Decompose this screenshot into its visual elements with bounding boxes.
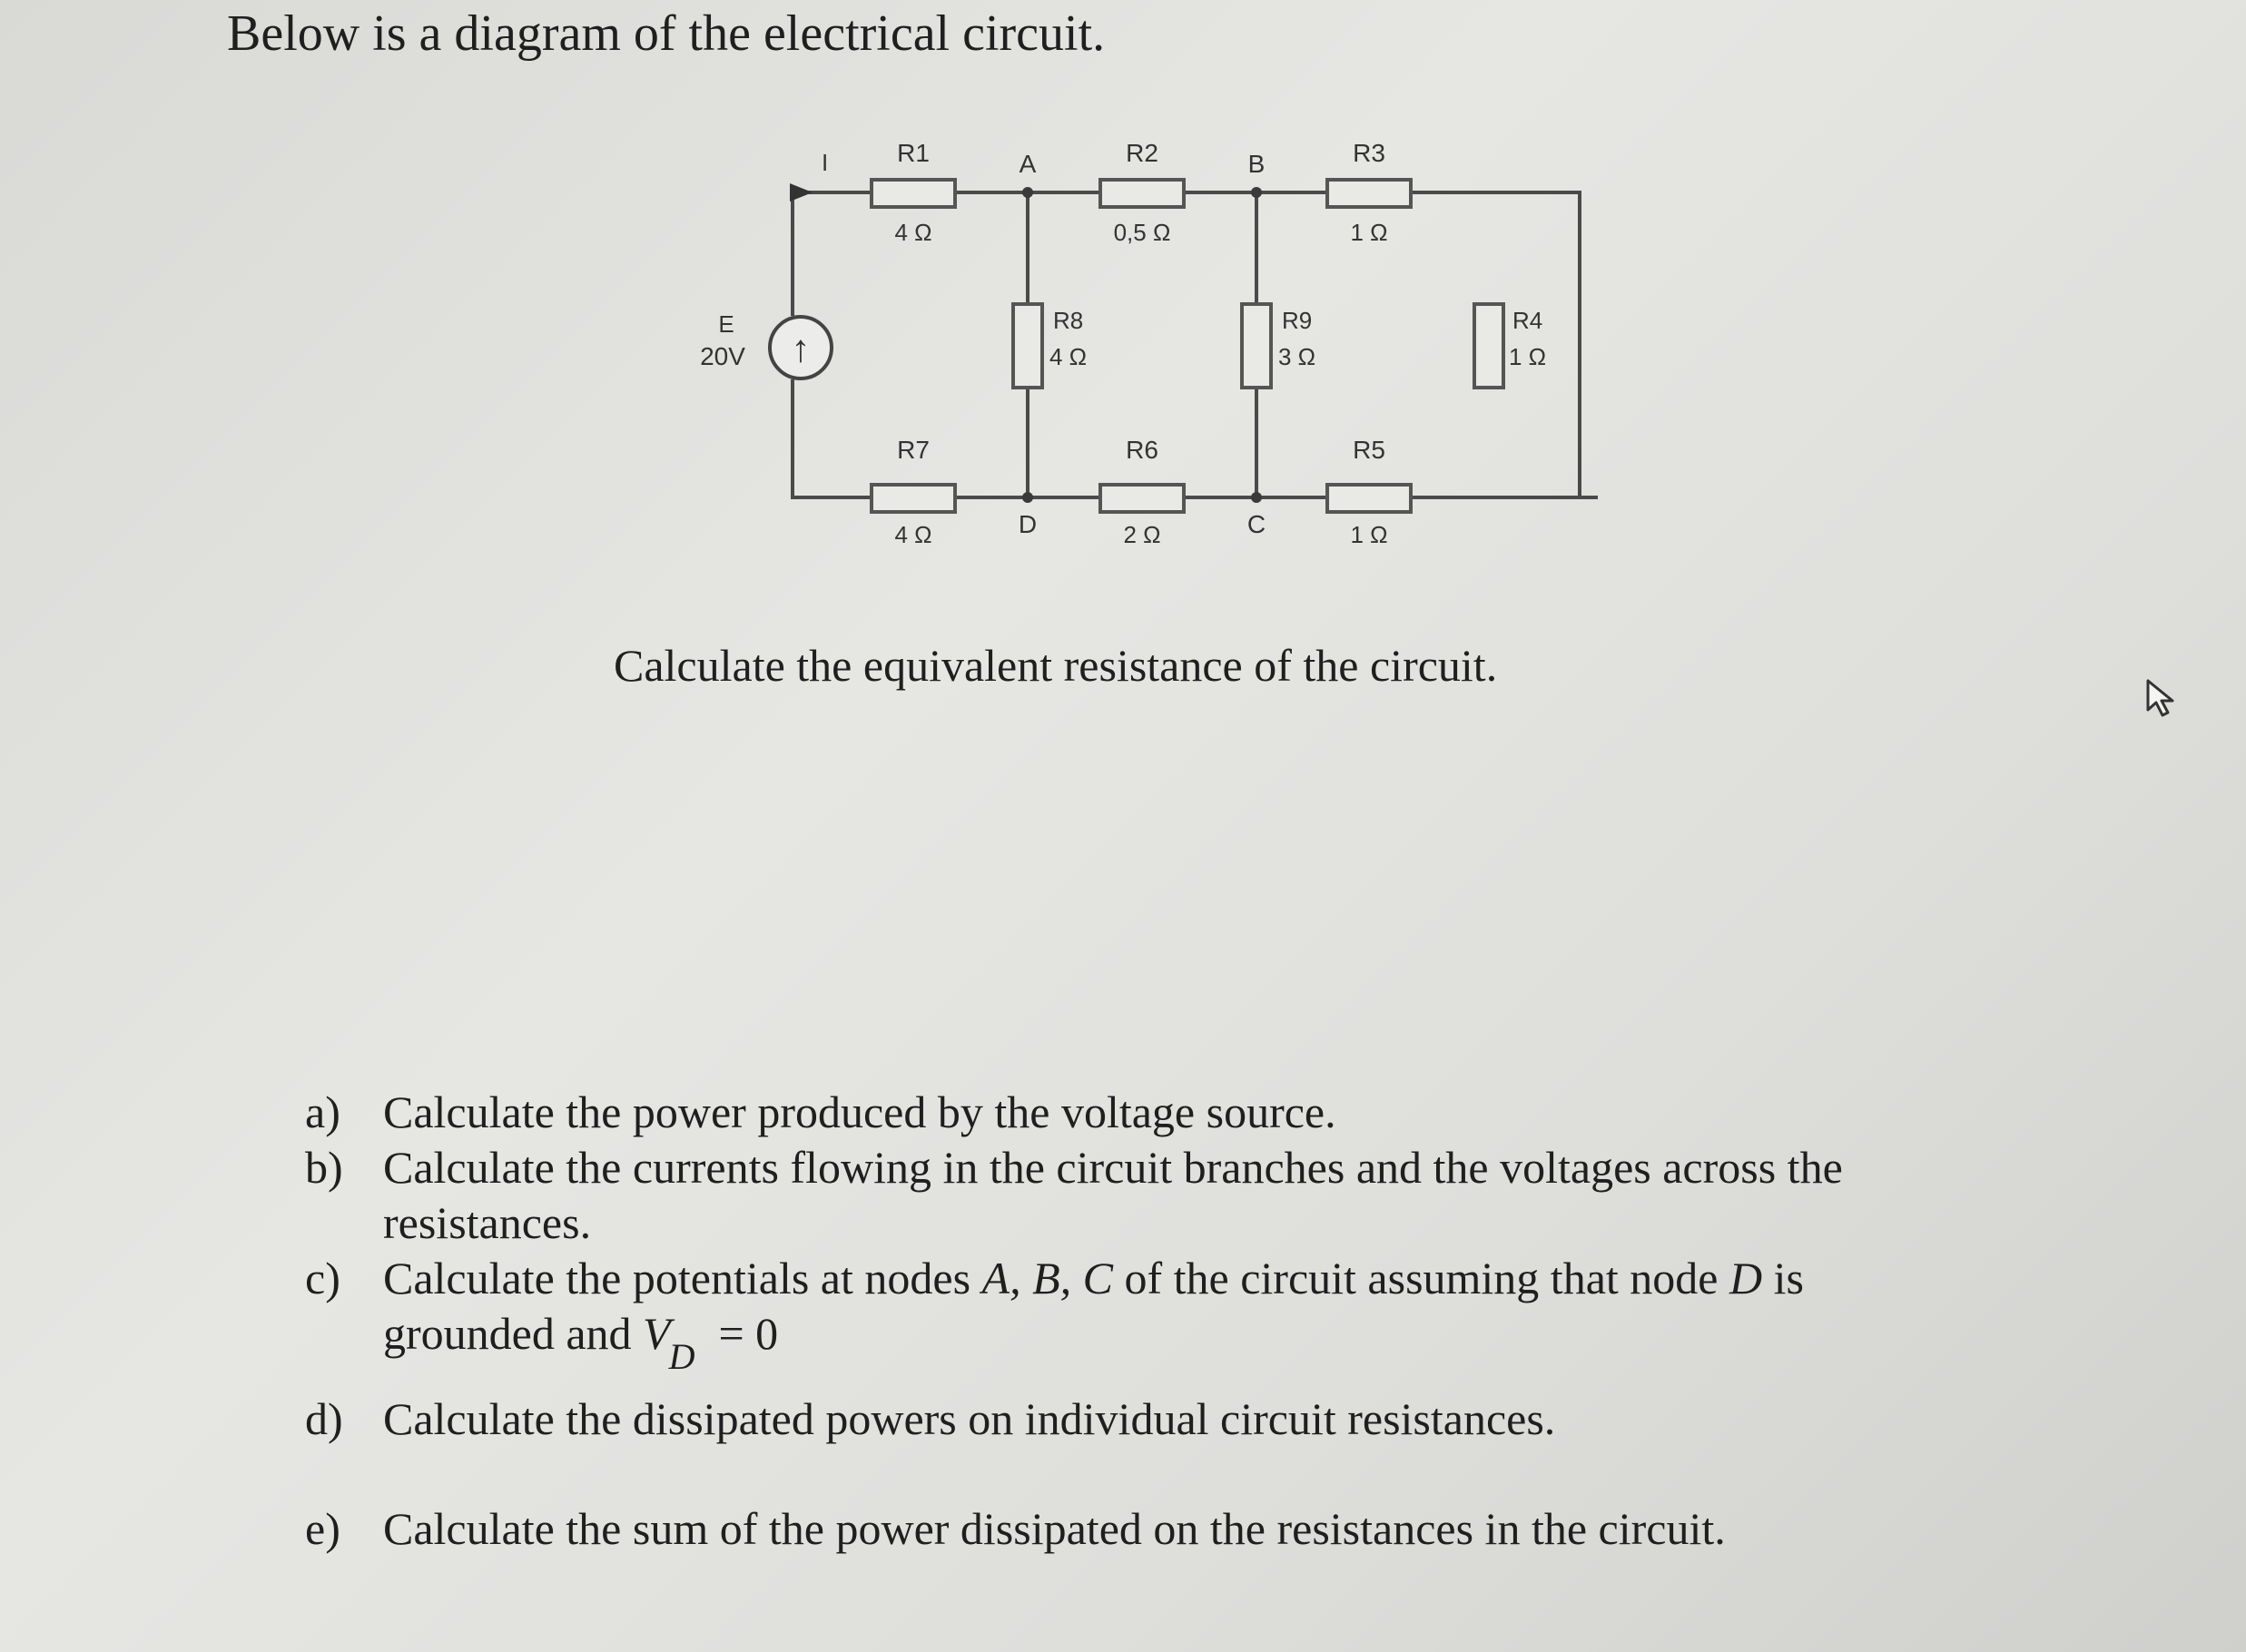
question-c-part3: is grounded and — [383, 1253, 1804, 1359]
question-label: a) — [305, 1087, 340, 1137]
r4-name: R4 — [1512, 307, 1543, 334]
resistor-r3 — [1327, 180, 1411, 207]
source-label: E — [718, 310, 734, 338]
r3-name: R3 — [1353, 139, 1385, 167]
question-c-nodes: A, B, C — [981, 1253, 1113, 1303]
r6-name: R6 — [1126, 436, 1158, 464]
r8-name: R8 — [1053, 307, 1084, 334]
r4-value: 1 Ω — [1509, 343, 1547, 370]
node-b-label: B — [1247, 150, 1266, 178]
resistor-r6 — [1100, 485, 1184, 512]
question-c-part2: of the circuit assuming that node — [1124, 1253, 1719, 1303]
prompt-text: Calculate the equivalent resistance of the circuit. — [614, 640, 1498, 691]
question-text: Calculate the sum of the power dissipated on the resistances in the circuit. — [383, 1503, 1726, 1554]
node-c-dot — [1251, 492, 1262, 503]
question-label: b) — [305, 1142, 343, 1193]
resistor-r7 — [872, 485, 955, 512]
question-label: c) — [305, 1253, 340, 1303]
question-c-part1: Calculate the potentials at nodes — [383, 1253, 971, 1303]
resistor-r9 — [1242, 304, 1271, 388]
r9-name: R9 — [1282, 307, 1313, 334]
r2-name: R2 — [1126, 139, 1158, 167]
resistor-r4 — [1474, 304, 1503, 388]
question-label: e) — [305, 1503, 340, 1554]
r6-value: 2 Ω — [1123, 521, 1161, 548]
source-value: 20V — [700, 342, 745, 370]
r5-name: R5 — [1353, 436, 1385, 464]
node-c-label: C — [1246, 510, 1266, 538]
question-c-node-d: D — [1729, 1253, 1763, 1303]
mouse-pointer-icon — [2144, 677, 2181, 719]
question-text: Calculate the power produced by the voltage source. — [383, 1087, 1336, 1137]
circuit-diagram — [672, 118, 1598, 563]
question-text — [383, 1251, 1957, 1377]
question-label: d) — [305, 1393, 343, 1444]
page-heading: Below is a diagram of the electrical circuit. — [227, 5, 1106, 62]
node-d-label: D — [1018, 510, 1038, 538]
question-c-var: V — [643, 1308, 671, 1359]
resistor-r1 — [872, 180, 955, 207]
question-a — [305, 1085, 1957, 1140]
node-a-dot — [1022, 187, 1033, 198]
r8-value: 4 Ω — [1049, 343, 1088, 370]
question-text: Calculate the dissipated powers on individual circuit resistances. — [383, 1393, 1556, 1444]
current-label: I — [822, 149, 829, 176]
question-c-eq: = 0 — [718, 1308, 779, 1359]
r3-value: 1 Ω — [1350, 219, 1388, 246]
node-b-dot — [1251, 187, 1262, 198]
question-text: Calculate the currents flowing in the circuit branches and the voltages across the resistances. — [383, 1142, 1843, 1248]
question-list — [305, 1085, 1957, 1557]
r7-name: R7 — [897, 436, 930, 464]
question-c-subscript: D — [668, 1336, 695, 1377]
node-d-dot — [1022, 492, 1033, 503]
r7-value: 4 Ω — [894, 521, 932, 548]
resistor-r5 — [1327, 485, 1411, 512]
question-c — [305, 1251, 1957, 1377]
r2-value: 0,5 Ω — [1113, 219, 1171, 246]
r1-value: 4 Ω — [894, 219, 932, 246]
question-d — [305, 1391, 1957, 1447]
r9-value: 3 Ω — [1278, 343, 1316, 370]
question-b — [305, 1140, 1957, 1251]
r5-value: 1 Ω — [1350, 521, 1388, 548]
node-a-label: A — [1019, 150, 1037, 178]
r1-name: R1 — [897, 139, 930, 167]
resistor-r2 — [1100, 180, 1184, 207]
source-arrow-icon: ↑ — [791, 327, 811, 369]
resistor-r8 — [1013, 304, 1042, 388]
question-e — [305, 1501, 1957, 1557]
current-arrow-icon — [790, 183, 813, 202]
